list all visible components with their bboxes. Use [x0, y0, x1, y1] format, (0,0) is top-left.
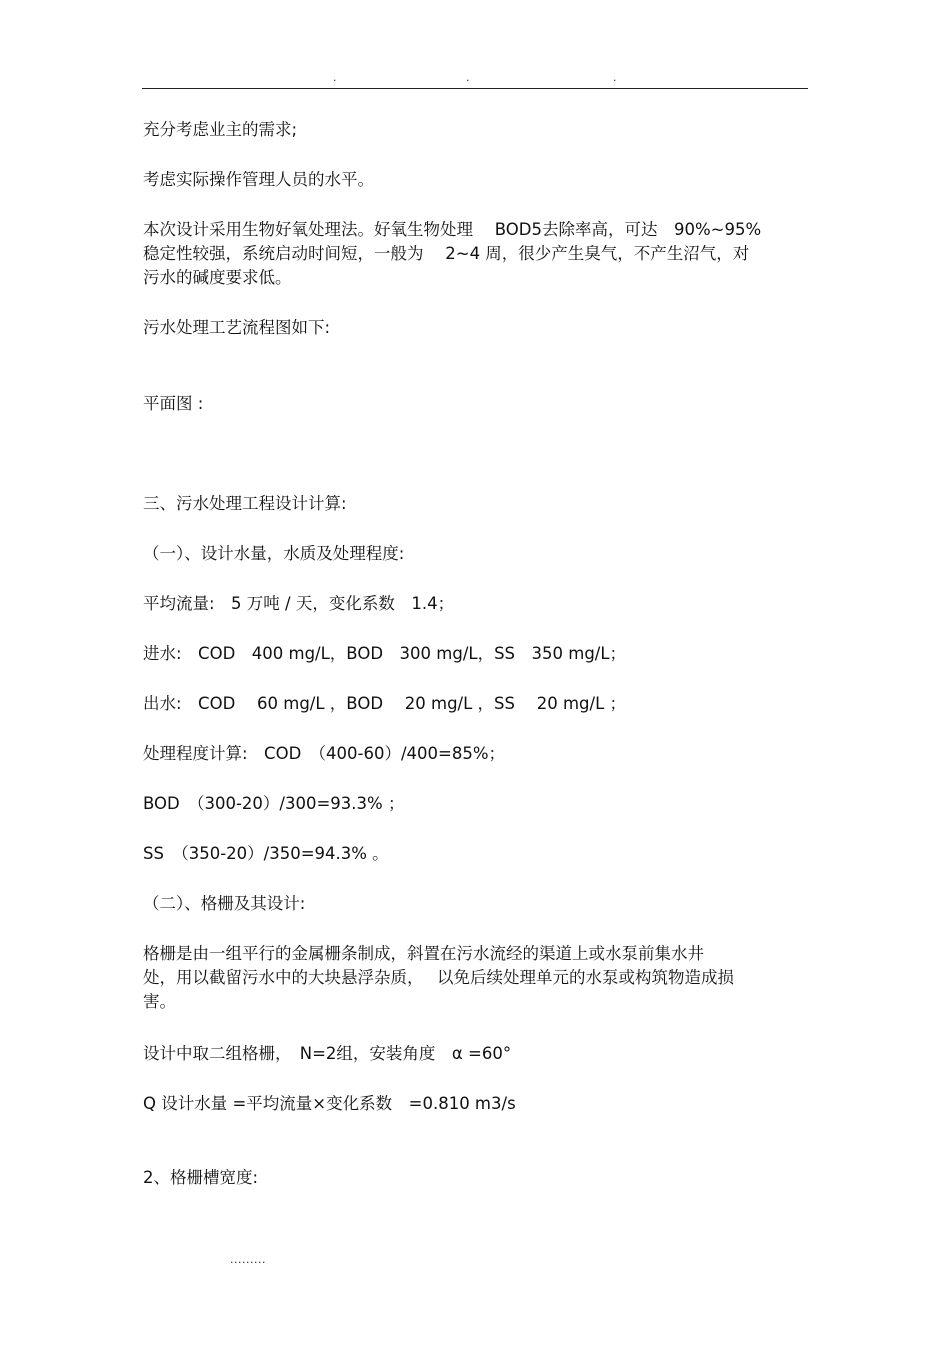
- subsection-2-title: （二）、格栅及其设计:: [143, 894, 306, 913]
- section-3-title: 三、污水处理工程设计计算:: [143, 494, 347, 513]
- grid-description-line-2: 处，用以截留污水中的大块悬浮杂质， 以免后续处理单元的水泵或构筑物造成损: [143, 968, 734, 987]
- header-dot-2: .: [466, 71, 470, 84]
- grid-description-line-1: 格栅是由一组平行的金属栅条制成，斜置在污水流经的渠道上或水泵前集水井: [143, 944, 704, 963]
- removal-calc-bod: BOD （300-20）/300=93.3% ；: [143, 794, 405, 813]
- header-rule: [142, 88, 808, 89]
- footer-dots: .........: [230, 1253, 266, 1266]
- header-dot-3: .: [613, 71, 617, 84]
- subsection-1-title: （一）、设计水量，水质及处理程度:: [143, 544, 405, 563]
- paragraph-operator-level: 考虑实际操作管理人员的水平。: [143, 170, 374, 189]
- header-dot-1: .: [333, 71, 337, 84]
- removal-calc-cod: 处理程度计算: COD （400-60）/400=85%；: [143, 744, 506, 763]
- paragraph-aerobic-line-1: 本次设计采用生物好氧处理法。好氧生物处理 BOD5去除率高，可达 90%~95%: [143, 220, 762, 239]
- grid-count: 设计中取二组格栅， N=2组，安装角度 α =60°: [143, 1044, 512, 1063]
- paragraph-aerobic-line-2: 稳定性较强，系统启动时间短，一般为 2~4 周，很少产生臭气，不产生沼气，对: [143, 244, 750, 263]
- influent-quality: 进水: COD 400 mg/L，BOD 300 mg/L，SS 350 mg/L；: [143, 644, 627, 663]
- grid-channel-width-heading: 2、格栅槽宽度:: [143, 1168, 259, 1187]
- average-flow: 平均流量: 5 万吨 / 天，变化系数 1.4；: [143, 594, 455, 613]
- removal-calc-ss: SS （350-20）/350=94.3% 。: [143, 844, 389, 863]
- plan-caption: 平面图 :: [143, 394, 204, 413]
- paragraph-aerobic-line-3: 污水的碱度要求低。: [143, 268, 292, 287]
- effluent-quality: 出水: COD 60 mg/L ，BOD 20 mg/L ，SS 20 mg/L ；: [143, 694, 627, 713]
- design-flow: Q 设计水量 =平均流量×变化系数 =0.810 m3/s: [143, 1094, 516, 1113]
- paragraph-owner-needs: 充分考虑业主的需求;: [143, 120, 298, 139]
- grid-description-line-3: 害。: [143, 992, 176, 1011]
- flowchart-caption: 污水处理工艺流程图如下:: [143, 318, 331, 337]
